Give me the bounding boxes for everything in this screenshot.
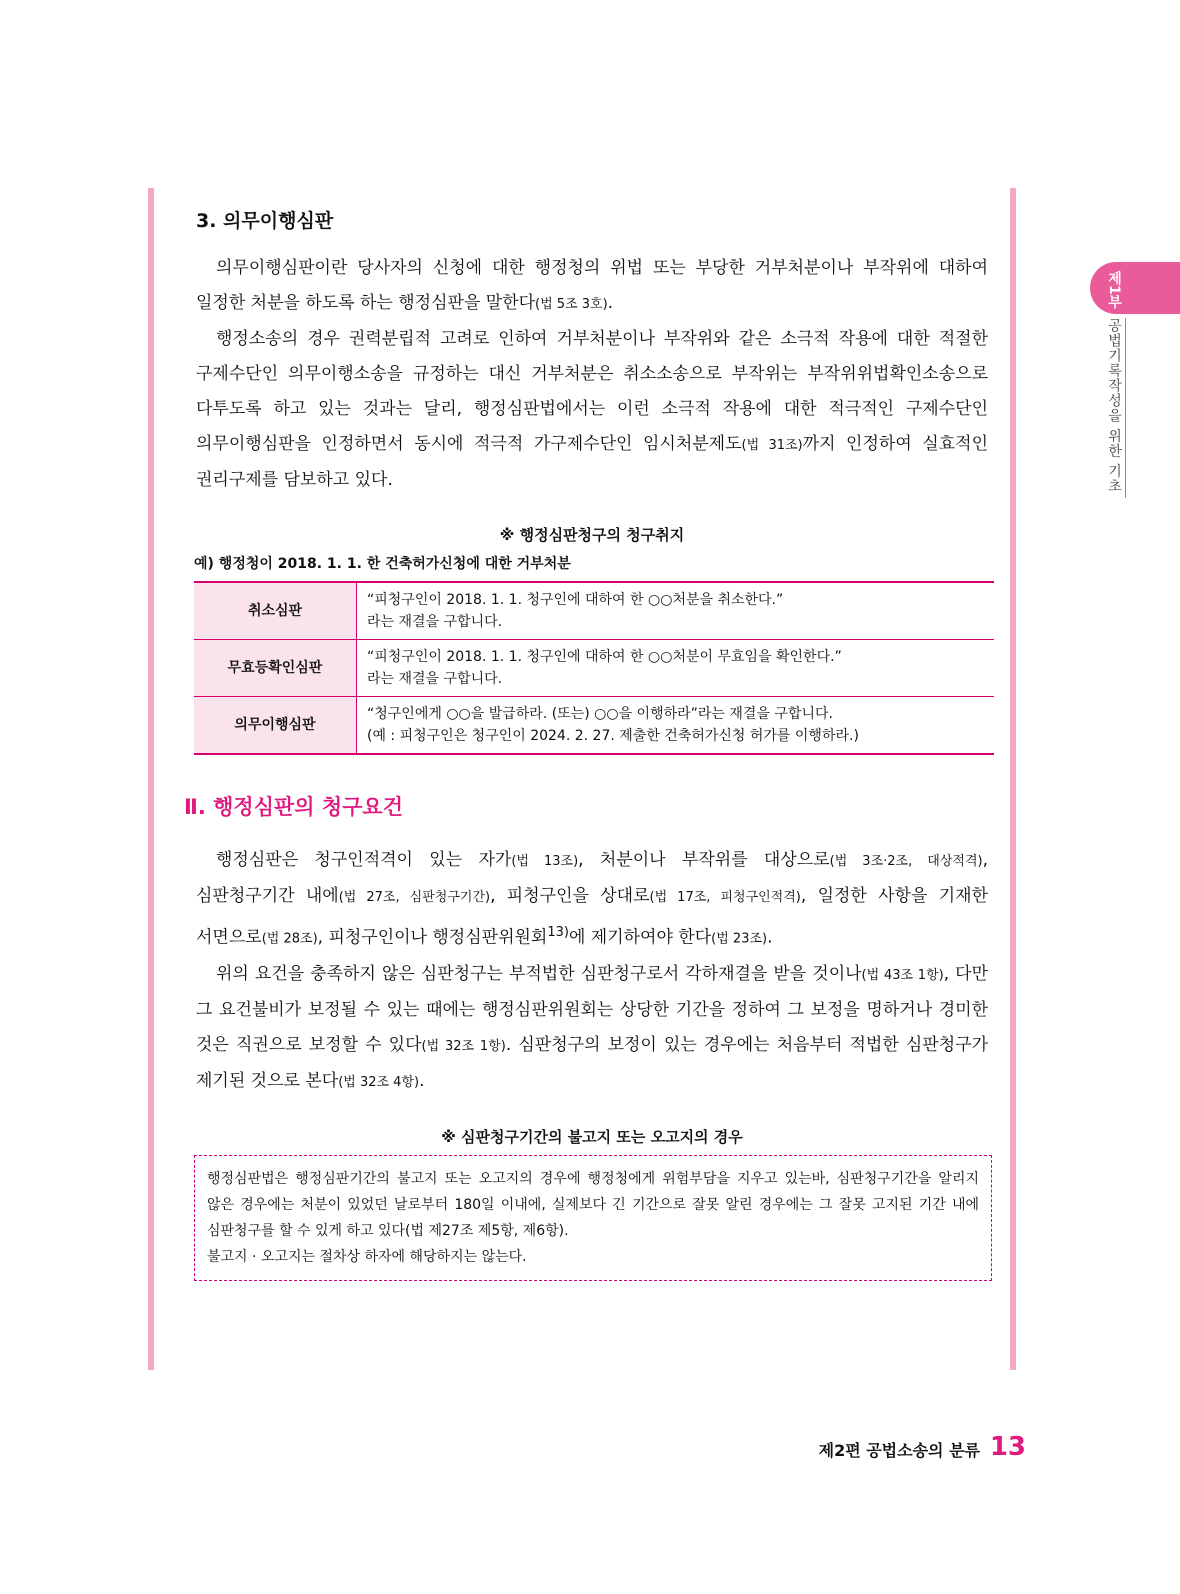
cell-line: “피청구인이 2018. 1. 1. 청구인에 대하여 한 ○○처분을 취소한다.” xyxy=(367,592,784,608)
table-row xyxy=(194,697,994,755)
left-margin-bar xyxy=(148,188,154,1370)
paragraph xyxy=(196,322,988,498)
law-ref: (법 32조 4항) xyxy=(338,1074,420,1090)
text: , 피청구인을 상대로 xyxy=(490,886,650,906)
table-cell-type: 취소심판 xyxy=(194,582,357,640)
example-line: 예) 행정청이 2018. 1. 1. 한 건축허가신청에 대한 거부처분 xyxy=(194,556,571,572)
text: 행정심판은 청구인적격이 있는 자가 xyxy=(216,850,512,870)
table-cell-type: 무효등확인심판 xyxy=(194,640,357,697)
law-ref: (법 28조) xyxy=(261,931,318,947)
note-title: ※ 행정심판청구의 청구취지 xyxy=(499,526,685,544)
text: 에 제기하여야 한다 xyxy=(568,927,712,948)
text: . 심판청구의 보정이 있는 경우에는 처음부터 적법한 심판청구가 제기된 것으로 본다 xyxy=(196,1034,988,1091)
law-ref: (법 5조 3호) xyxy=(535,297,608,312)
footnote-marker: 13) xyxy=(547,925,569,940)
note-title: ※ 심판청구기간의 불고지 또는 오고지의 경우 xyxy=(441,1127,743,1146)
law-ref: (법 3조·2조, 대상적격) xyxy=(829,854,983,869)
law-ref: (법 17조, 피청구인적격) xyxy=(649,890,801,905)
cell-line: (예 : 피청구인은 청구인이 2024. 2. 27. 제출한 건축허가신청 허가를 이행하라.) xyxy=(367,728,859,744)
right-margin-bar xyxy=(1010,188,1016,1370)
law-ref: (법 32조 1항) xyxy=(421,1038,506,1054)
table-row xyxy=(194,640,994,697)
paragraph xyxy=(196,957,988,1100)
section-heading-2: Ⅱ. 행정심판의 청구요건 xyxy=(184,795,404,819)
text: 까지 인정하여 실효적인 권리구제를 담보하고 있다. xyxy=(196,434,989,490)
table-row xyxy=(194,582,994,640)
text: , 심판청구기간 내에 xyxy=(196,850,988,906)
footer-title: 제2편 공법소송의 분류 xyxy=(818,1441,980,1460)
table-cell-content xyxy=(357,640,995,697)
text: . xyxy=(767,927,773,948)
part-tab-label: 제1부 xyxy=(1106,271,1122,309)
cell-line: “피청구인이 2018. 1. 1. 청구인에 대하여 한 ○○처분이 무효임을 확인한다.” xyxy=(367,649,842,665)
text: , 피청구인이나 행정심판위원회 xyxy=(317,927,548,948)
part-title-line xyxy=(1125,318,1126,498)
paragraph xyxy=(196,843,988,957)
text: 의무이행심판이란 당사자의 신청에 대한 행정청의 위법 또는 부당한 거부처분이나 부작위에 대하여 일정한 처분을 하도록 하는 행정심판을 말한다 xyxy=(196,258,988,313)
table-cell-content xyxy=(357,697,995,755)
text: . xyxy=(607,293,614,313)
text: 행정소송의 경우 권력분립적 고려로 인하여 거부처분이나 부작위와 같은 소극적 작용에 대한 적절한 구제수단인 의무이행소송을 규정하는 대신 거부처분은 취소소송으로 부작위는 부작위위법확인소송으로 다투도록 하고 있는 것과는 달리, 행정심판법에서는 이런 소극적 작용에 대한 적극적인 구제수단인 의무이행심판을 인정하면서 동시에 적극적 가구제수단인 임시처분제도 xyxy=(196,329,988,454)
law-ref: (법 23조) xyxy=(711,931,768,947)
law-ref: (법 43조 1항) xyxy=(861,967,944,983)
page-footer xyxy=(796,1432,1026,1464)
section-heading-3: 3. 의무이행심판 xyxy=(196,210,334,232)
law-ref: (법 31조) xyxy=(741,438,803,453)
text: , 다만 그 요건불비가 보정될 수 있는 때에는 행정심판위원회는 상당한 기간을 정하여 그 보정을 명하거나 경미한 것은 직권으로 보정할 수 있다 xyxy=(196,963,989,1055)
text: . xyxy=(419,1070,425,1091)
cell-line: 라는 재결을 구합니다. xyxy=(367,671,503,687)
page-number: 13 xyxy=(989,1432,1026,1462)
note-text: 불고지 · 오고지는 절차상 하자에 해당하지는 않는다. xyxy=(207,1248,527,1265)
part-title: 공법기록작성을 위한 기초 xyxy=(1106,318,1122,494)
table-cell-content xyxy=(357,582,995,640)
note-box xyxy=(194,1155,992,1281)
law-ref: (법 27조, 심판청구기간) xyxy=(338,890,491,905)
text: 위의 요건을 충족하지 않은 심판청구는 부적법한 심판청구로서 각하재결을 받을 것이나 xyxy=(216,963,862,984)
note-text: 행정심판법은 행정심판기간의 불고지 또는 오고지의 경우에 행정청에게 위험부담을 지우고 있는바, 심판청구기간을 알리지 않은 경우에는 처분이 있었던 날로부터 180일 이내에, 실제보다 긴 기간으로 잘못 알린 경우에는 그 잘못 고지된 기간 내에 심판청구를 할 수 있게 하고 있다(법 제27조 제5항, 제6항). xyxy=(207,1170,979,1239)
table-cell-type: 의무이행심판 xyxy=(194,697,357,755)
text: , 일정한 사항을 기재한 서면으로 xyxy=(196,886,989,948)
law-ref: (법 13조) xyxy=(511,854,579,869)
text: , 처분이나 부작위를 대상으로 xyxy=(578,850,830,870)
page-content xyxy=(184,206,989,1281)
paragraph xyxy=(196,251,988,322)
cell-line: 라는 재결을 구합니다. xyxy=(367,614,503,630)
cell-line: “청구인에게 ○○을 발급하라. (또는) ○○을 이행하라”라는 재결을 구합니다. xyxy=(367,706,833,722)
claim-table xyxy=(194,581,994,755)
